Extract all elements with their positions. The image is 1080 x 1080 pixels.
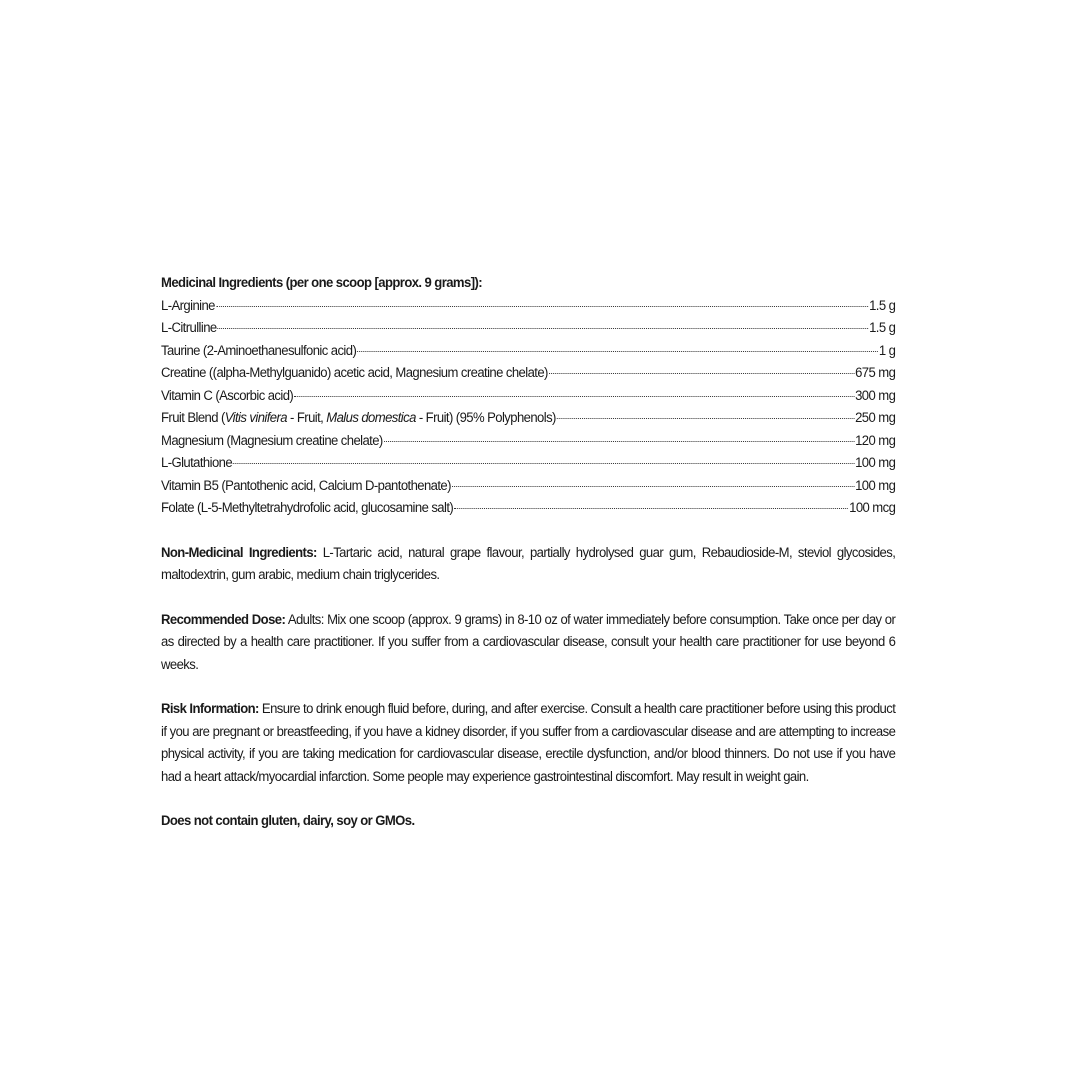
ingredient-row xyxy=(161,295,895,318)
recommended-dose-label: Recommended Dose: xyxy=(161,611,286,627)
ingredient-row xyxy=(161,407,895,430)
ingredient-row xyxy=(161,430,895,453)
ingredient-row xyxy=(161,317,895,340)
ingredient-name-part: Folate (L-5-Methyltetrahydrofolic acid, glucosamine salt) xyxy=(161,500,454,515)
non-medicinal-label: Non-Medicinal Ingredients: xyxy=(161,544,317,560)
ingredient-name-part: Magnesium (Magnesium creatine chelate) xyxy=(161,432,383,448)
dot-leader xyxy=(233,463,854,464)
ingredient-amount: 100 mg xyxy=(855,455,896,470)
ingredient-amount: 100 mg xyxy=(855,477,896,493)
ingredient-amount: 300 mg xyxy=(855,387,896,403)
ingredient-name-part: - Fruit, xyxy=(286,410,327,425)
ingredient-name xyxy=(161,340,356,363)
ingredient-name xyxy=(161,362,548,385)
ingredient-name xyxy=(161,385,293,408)
ingredient-row xyxy=(161,385,895,408)
dot-leader xyxy=(357,351,878,352)
medicinal-ingredients-list xyxy=(161,295,895,520)
ingredient-name xyxy=(161,497,453,520)
recommended-dose-text: Adults: Mix one scoop (approx. 9 grams) in 8-10 oz of water immediately before consumption. Take once per day or as directed by a health care practitioner. If you suffer from a cardiovascular disease, consult your health care practitioner for use beyond 6 weeks. xyxy=(161,611,896,672)
ingredient-row xyxy=(161,340,895,363)
dot-leader xyxy=(216,306,868,307)
ingredient-name-part: Fruit Blend ( xyxy=(161,410,225,425)
ingredient-name-part: Taurine (2-Aminoethanesulfonic acid) xyxy=(161,342,357,358)
dot-leader xyxy=(557,418,854,419)
dot-leader xyxy=(294,396,854,397)
risk-information-label: Risk Information: xyxy=(161,701,259,716)
non-medicinal-ingredients xyxy=(161,542,895,587)
ingredient-amount: 1 g xyxy=(878,342,896,358)
ingredient-name-part: Creatine ((alpha-Methylguanido) acetic acid, Magnesium creatine chelate) xyxy=(161,365,548,380)
ingredient-latin-name: Vitis vinifera xyxy=(224,410,287,425)
ingredient-name xyxy=(161,295,215,318)
ingredient-name xyxy=(161,430,383,453)
ingredient-amount: 1.5 g xyxy=(869,297,896,313)
risk-information-text: Ensure to drink enough fluid before, during, and after exercise. Consult a health care practitioner before using this product if you are pregnant or breastfeeding, if you have a kidney disorder, if you suffer from a cardiovascular disease and are attempting to increase physical activity, if you are taking medication for cardiovascular disease, erectile dysfunction, and/or blood thinners. Do not use if you have had a heart attack/myocardial infarction. Some people may experience gastrointestinal discomfort. May result in weight gain. xyxy=(161,701,896,784)
recommended-dose xyxy=(161,609,895,677)
dot-leader xyxy=(454,508,848,509)
ingredient-name-part: L-Glutathione xyxy=(161,455,233,470)
allergen-note: Does not contain gluten, dairy, soy or GMOs. xyxy=(161,813,415,828)
ingredient-amount: 675 mg xyxy=(855,365,896,380)
ingredient-name-part: Vitamin C (Ascorbic acid) xyxy=(161,387,294,403)
ingredient-latin-name: Malus domestica xyxy=(326,410,416,425)
dot-leader xyxy=(549,373,854,374)
risk-information xyxy=(161,698,895,788)
ingredient-amount: 100 mcg xyxy=(849,500,896,515)
dot-leader xyxy=(218,328,869,329)
ingredient-row xyxy=(161,497,895,520)
ingredient-name-part: - Fruit) (95% Polyphenols) xyxy=(415,410,556,425)
product-label-panel xyxy=(161,272,895,833)
ingredient-name xyxy=(161,475,451,498)
ingredient-name-part: L-Arginine xyxy=(161,297,215,313)
ingredient-name xyxy=(161,407,556,430)
non-medicinal-text: L-Tartaric acid, natural grape flavour, partially hydrolysed guar gum, Rebaudioside-M, steviol glycosides, maltodextrin, gum arabic, medium chain triglycerides. xyxy=(161,544,896,582)
ingredient-row xyxy=(161,452,895,475)
ingredient-row xyxy=(161,475,895,498)
ingredient-name-part: L-Citrulline xyxy=(161,320,217,335)
dot-leader xyxy=(384,441,854,442)
ingredient-row xyxy=(161,362,895,385)
ingredient-amount: 120 mg xyxy=(855,432,896,448)
dot-leader xyxy=(452,486,854,487)
medicinal-ingredients-heading: Medicinal Ingredients (per one scoop [approx. 9 grams]): xyxy=(161,275,483,290)
ingredient-name xyxy=(161,452,232,475)
ingredient-amount: 250 mg xyxy=(855,410,896,425)
ingredient-amount: 1.5 g xyxy=(869,320,896,335)
ingredient-name xyxy=(161,317,217,340)
ingredient-name-part: Vitamin B5 (Pantothenic acid, Calcium D-pantothenate) xyxy=(161,477,451,493)
